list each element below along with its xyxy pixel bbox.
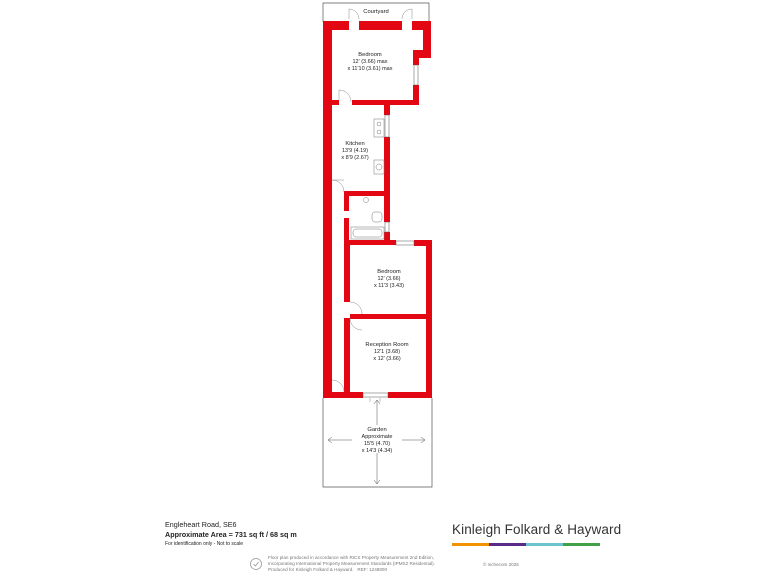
courtyard-label: Courtyard: [363, 9, 389, 15]
garden-dim2: 15'5 (4.70): [363, 441, 391, 447]
reception-dim2: x 12' (3.66): [373, 356, 401, 362]
bedroom2-dim2: x 11'3 (3.43): [374, 283, 404, 289]
kitchen-dim1: 13'9 (4.19): [341, 148, 369, 154]
brand-name: Kinleigh Folkard & Hayward: [452, 522, 622, 537]
property-area: Approximate Area = 731 sq ft / 68 sq m: [165, 530, 297, 539]
bedroom2-dim1: 12' (3.66): [377, 276, 401, 282]
footer-copyright: © nichecom 2025: [483, 562, 519, 567]
bedroom1-dim2: x 11'10 (3.61) max: [347, 66, 393, 72]
reception-dim1: 12'1 (3.68): [373, 349, 401, 355]
reception-name: Reception Room: [365, 342, 409, 348]
footer-disclaimer: [268, 555, 435, 574]
property-info: [165, 520, 297, 548]
kitchen-fixtures: [374, 119, 384, 174]
footer-line2: Incorporating International Property Measurement Standards (IPMS2 Residential).: [268, 561, 435, 567]
brand-bar-orange: [452, 543, 489, 546]
bathroom-fixtures: [351, 198, 384, 240]
footer-line3: [268, 567, 435, 573]
certification-icons: [249, 557, 263, 571]
garden-dim3: x 14'3 (4.34): [361, 448, 393, 454]
kitchen-dim2: x 8'9 (2.67): [341, 155, 369, 161]
bedroom1-name: Bedroom: [358, 52, 382, 58]
property-address: Engleheart Road, SE6: [165, 520, 237, 529]
bedroom1-dim1: 12' (3.66) max: [352, 59, 388, 65]
footer-produced: Produced for Kinleigh Folkard & Hayward.: [268, 567, 354, 573]
footer-line1: Floor plan produced in accordance with RICS Property Measurement 2nd Edition,: [268, 555, 434, 560]
garden-dim1: Approximate: [361, 434, 393, 440]
footer-ref: REF: 1248800: [357, 567, 388, 573]
kitchen-name: Kitchen: [345, 141, 365, 147]
brand-bar-green: [563, 543, 600, 546]
bedroom2-name: Bedroom: [377, 269, 401, 275]
brand-bar-teal: [526, 543, 563, 546]
identification-note: For identification only - Not to scale: [165, 541, 244, 547]
brand-bar-purple: [489, 543, 526, 546]
garden-name: Garden: [367, 427, 387, 433]
